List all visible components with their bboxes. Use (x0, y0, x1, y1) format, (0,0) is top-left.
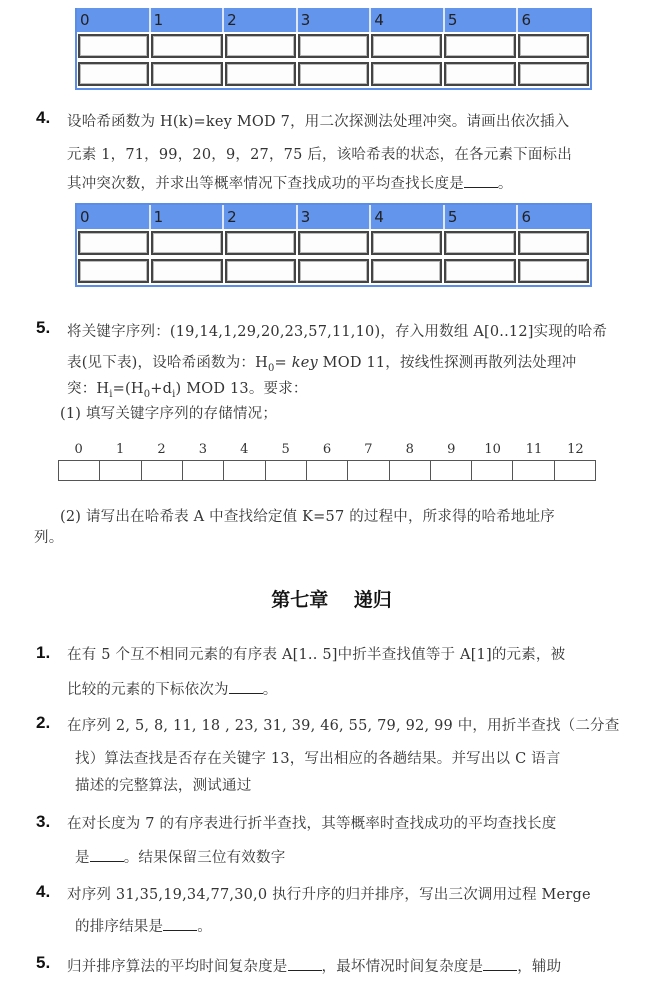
hash-table-q4 (75, 203, 592, 287)
array-index: 4 (240, 442, 249, 457)
question-text (67, 351, 576, 374)
question-text: 在序列 2, 5, 8, 11, 18 , 23, 31, 39, 46, 55, 79, 92, 99 中，用折半查找（二分查 (67, 718, 620, 734)
subscript: i (109, 388, 113, 400)
header-cell: 3 (298, 205, 372, 229)
question-text: ，辅助 (517, 959, 562, 975)
input-cell[interactable] (151, 231, 222, 255)
input-cell[interactable] (151, 34, 222, 58)
input-cell[interactable] (371, 34, 442, 58)
text-run: MOD 11，按线性探测再散列法处理冲 (317, 355, 577, 371)
array-cell[interactable] (59, 461, 100, 480)
header-cell: 4 (371, 8, 445, 32)
answer-blank[interactable] (464, 175, 498, 188)
header-cell: 2 (224, 205, 298, 229)
input-cell[interactable] (225, 231, 296, 255)
header-cell: 1 (151, 8, 225, 32)
array-cell[interactable] (348, 461, 389, 480)
input-cell[interactable] (518, 259, 589, 283)
header-cell: 4 (371, 205, 445, 229)
array-index: 0 (74, 442, 83, 457)
array-cell[interactable] (224, 461, 265, 480)
subscript: 0 (267, 362, 275, 374)
array-cell[interactable] (142, 461, 183, 480)
subscript: 0 (143, 388, 151, 400)
question-number: 4. (36, 882, 51, 901)
question-text (67, 377, 308, 400)
question-number: 5. (36, 318, 51, 337)
header-cell: 6 (521, 11, 532, 29)
input-cell[interactable] (298, 62, 369, 86)
text-run: 突：H (67, 381, 110, 397)
input-cell[interactable] (371, 62, 442, 86)
input-cell[interactable] (78, 231, 149, 255)
input-cell[interactable] (151, 62, 222, 86)
hash-table-top (75, 8, 592, 90)
answer-blank[interactable] (229, 681, 263, 694)
answer-blank[interactable] (483, 958, 517, 971)
hash-table-row (77, 257, 590, 285)
array-index: 11 (525, 442, 543, 457)
array-index: 6 (322, 442, 332, 457)
sub-question-2-cont: 列。 (34, 530, 64, 546)
input-cell[interactable] (298, 231, 369, 255)
array-cell[interactable] (472, 461, 513, 480)
punctuation: 。 (197, 919, 212, 935)
text-run: 表(见下表)，设哈希函数为：H (67, 355, 268, 371)
array-index: 9 (447, 442, 456, 457)
array-index: 8 (405, 442, 414, 457)
hash-table-row (77, 229, 590, 257)
input-cell[interactable] (444, 259, 515, 283)
chapter-title: 第七章 递归 (271, 589, 392, 611)
answer-blank[interactable] (288, 958, 322, 971)
question-text-with-blanks (67, 955, 561, 976)
sub-question-1: (1) 填写关键字序列的存储情况； (60, 406, 278, 422)
header-cell: 3 (298, 8, 372, 32)
array-cell[interactable] (183, 461, 224, 480)
array-index: 3 (198, 442, 207, 457)
question-text: 找）算法查找是否存在关键字 13，写出相应的各趟结果。并写出以 C 语言 (75, 751, 561, 767)
header-cell: 2 (224, 8, 298, 32)
text-run: = (274, 355, 292, 371)
header-cell: 0 (77, 8, 151, 32)
text-run: =(H (112, 381, 144, 397)
punctuation: 。 (262, 682, 278, 698)
question-text: ，最坏情况时间复杂度是 (321, 959, 484, 975)
array-cell[interactable] (513, 461, 554, 480)
question-number: 2. (36, 713, 51, 732)
question-text-with-blank (67, 172, 513, 193)
input-cell[interactable] (78, 34, 149, 58)
input-cell[interactable] (225, 259, 296, 283)
input-cell[interactable] (298, 34, 369, 58)
answer-blank[interactable] (163, 918, 197, 931)
array-indices (58, 442, 596, 460)
header-cell: 0 (77, 205, 151, 229)
sub-question-2: (2) 请写出在哈希表 A 中查找给定值 K=57 的过程中，所求得的哈希地址序 (60, 509, 555, 525)
input-cell[interactable] (298, 259, 369, 283)
question-text: 比较的元素的下标依次为 (67, 682, 229, 698)
question-text: 设哈希函数为 H(k)=key MOD 7，用二次探测法处理冲突。请画出依次插入 (67, 114, 570, 130)
question-text-with-blank (67, 678, 277, 699)
array-cell[interactable] (555, 461, 596, 480)
question-text: 对序列 31,35,19,34,77,30,0 执行升序的归并排序，写出三次调用过程 Merge (67, 887, 591, 903)
input-cell[interactable] (518, 231, 589, 255)
question-text: 归并排序算法的平均时间复杂度是 (67, 959, 288, 975)
array-index: 1 (115, 442, 125, 457)
header-cell: 5 (445, 8, 519, 32)
array-cell[interactable] (307, 461, 348, 480)
input-cell[interactable] (518, 34, 589, 58)
header-cell: 5 (445, 205, 519, 229)
question-text-with-blank (75, 846, 285, 867)
question-text: 在对长度为 7 的有序表进行折半查找，其等概率时查找成功的平均查找长度 (67, 816, 557, 832)
input-cell[interactable] (78, 62, 149, 86)
punctuation: 。 (497, 176, 513, 192)
question-text: 在有 5 个互不相同元素的有序表 A[1.. 5]中折半查找值等于 A[1]的元素，被 (67, 647, 566, 663)
input-cell[interactable] (371, 259, 442, 283)
question-text: 元素 1，71，99，20，9，27，75 后，该哈希表的状态，在各元素下面标出 (67, 147, 572, 163)
question-text: 是 (75, 850, 90, 866)
question-text: 。结果保留三位有效数字 (123, 850, 286, 866)
question-text: 描述的完整算法，测试通过 (75, 778, 252, 794)
input-cell[interactable] (225, 34, 296, 58)
italic-key: key (291, 355, 318, 371)
answer-blank[interactable] (90, 849, 124, 862)
question-text: 的排序结果是 (75, 919, 164, 935)
array-cell[interactable] (100, 461, 141, 480)
array-index: 7 (364, 442, 373, 457)
input-cell[interactable] (225, 62, 296, 86)
array-index: 5 (281, 442, 290, 457)
subscript: i (172, 388, 176, 400)
hash-table-row (77, 32, 590, 60)
array-cell[interactable] (266, 461, 307, 480)
input-cell[interactable] (518, 62, 589, 86)
question-text: 将关键字序列：(19,14,1,29,20,23,57,11,10)，存入用数组 A[0..12]实现的哈希 (67, 324, 608, 340)
array-table (58, 442, 596, 481)
question-number: 1. (36, 643, 51, 662)
text-run: ) MOD 13。要求： (175, 381, 308, 397)
array-cell[interactable] (390, 461, 431, 480)
header-cell: 6 (521, 208, 532, 226)
input-cell[interactable] (444, 231, 515, 255)
array-index: 2 (157, 442, 166, 457)
question-text-with-blank (75, 915, 212, 936)
question-number: 4. (36, 108, 51, 127)
array-index: 10 (484, 442, 501, 457)
hash-table-row (77, 60, 590, 88)
question-number: 5. (36, 953, 51, 972)
text-run: +d (150, 381, 173, 397)
question-text: 其冲突次数，并求出等概率情况下查找成功的平均查找长度是 (67, 176, 464, 192)
input-cell[interactable] (78, 259, 149, 283)
input-cell[interactable] (444, 34, 515, 58)
array-cells (58, 460, 596, 481)
array-index: 12 (567, 442, 584, 457)
input-cell[interactable] (444, 62, 515, 86)
input-cell[interactable] (151, 259, 222, 283)
hash-table-header (77, 8, 590, 32)
input-cell[interactable] (371, 231, 442, 255)
hash-table-header (77, 205, 590, 229)
header-cell: 1 (151, 205, 225, 229)
question-number: 3. (36, 812, 51, 831)
array-cell[interactable] (431, 461, 472, 480)
